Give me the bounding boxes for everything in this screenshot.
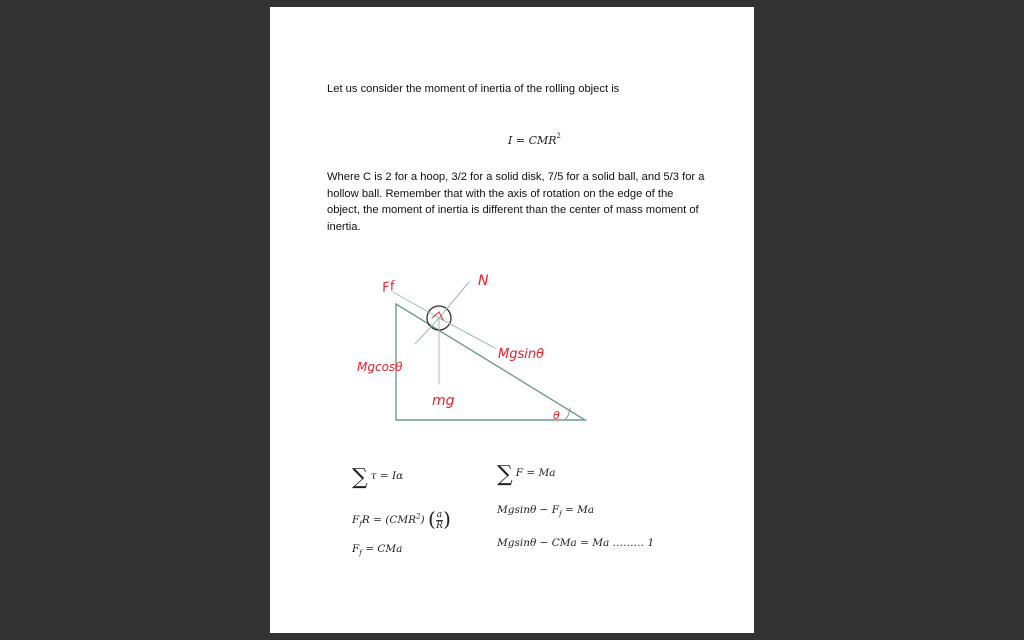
frr-exp: 2 bbox=[416, 512, 421, 521]
friction-force-equation bbox=[352, 543, 402, 557]
intro-text: Let us consider the moment of inertia of the rolling object is bbox=[327, 83, 620, 95]
formula-exponent: 2 bbox=[556, 132, 562, 140]
normal-arrow bbox=[439, 282, 469, 318]
mgsin-arrow bbox=[439, 318, 495, 348]
left-paren: ( bbox=[427, 507, 436, 531]
friction-label: Ff bbox=[381, 279, 396, 296]
ff-sub: f bbox=[359, 549, 362, 558]
friction-torque-equation bbox=[352, 507, 451, 531]
torque-sum-text: τ = Iα bbox=[370, 470, 404, 482]
weight-label: mg bbox=[432, 393, 455, 409]
mgsin-label: Mgsinθ bbox=[498, 347, 545, 362]
friction-arrow bbox=[393, 292, 439, 318]
ff-lhs: F bbox=[352, 543, 360, 555]
newton-incline-equation bbox=[497, 504, 594, 518]
torque-sum-equation bbox=[352, 465, 403, 490]
frr-close: ) bbox=[420, 514, 425, 526]
incline-triangle bbox=[396, 304, 585, 420]
mgcos-label: Mgcosθ bbox=[357, 360, 403, 374]
sigma-symbol: ∑ bbox=[497, 462, 513, 487]
substituted-equation: Mgsinθ − CMa = Ma ……… 1 bbox=[497, 537, 655, 549]
document-page bbox=[270, 7, 754, 633]
formula-equals: = bbox=[515, 134, 526, 147]
mg1-sub: f bbox=[559, 510, 562, 519]
right-paren: ) bbox=[443, 507, 451, 531]
frr-lhs-sub: f bbox=[359, 520, 362, 529]
frr-mid: R = (CMR bbox=[361, 514, 417, 526]
formula-lhs: I bbox=[508, 134, 513, 147]
incline-diagram bbox=[355, 262, 595, 432]
sigma-symbol: ∑ bbox=[352, 465, 368, 490]
formula-rhs: CMR bbox=[528, 134, 557, 147]
body-paragraph: Where C is 2 for a hoop, 3/2 for a solid disk, 7/5 for a solid ball, and 5/3 for a hollow ball. Remember that with the axis of rotation on the edge of the object, the moment of inertia is different than the center of mass moment of inertia. bbox=[327, 171, 705, 234]
mg1-b: = Ma bbox=[561, 504, 595, 516]
force-sum-equation bbox=[497, 462, 556, 487]
normal-label: N bbox=[478, 273, 489, 289]
ff-rest: = CMa bbox=[361, 543, 403, 555]
fraction-denominator: R bbox=[436, 520, 443, 531]
fraction-numerator: a bbox=[436, 509, 443, 520]
mg1-a: Mgsinθ − F bbox=[497, 504, 560, 516]
angle-label: θ bbox=[553, 409, 560, 422]
frr-lhs: F bbox=[352, 514, 360, 526]
inertia-formula bbox=[508, 134, 561, 147]
force-sum-text: F = Ma bbox=[515, 467, 556, 479]
